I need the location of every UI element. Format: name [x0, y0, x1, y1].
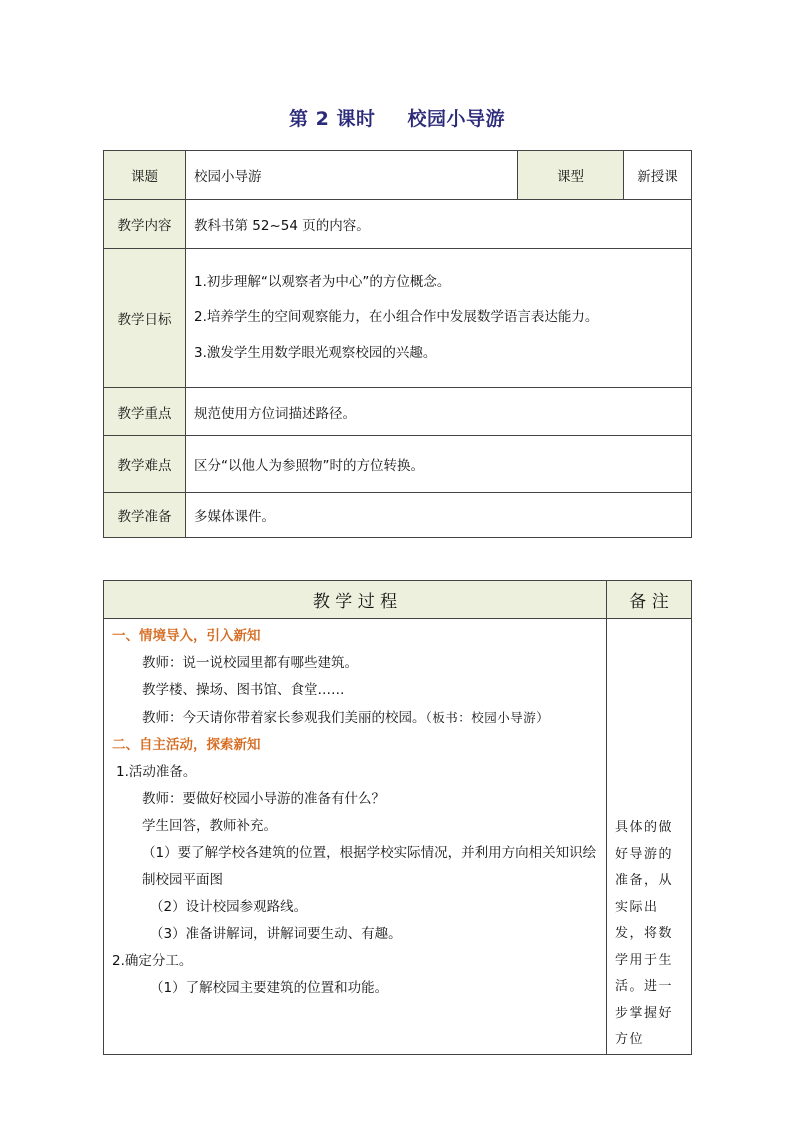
process-body-row: [104, 619, 692, 1055]
key-value: 规范使用方位词描述路径。: [186, 388, 692, 436]
paragraph: （1）要了解学校各建筑的位置，根据学校实际情况，并利用方向相关知识绘制校园平面图: [142, 845, 597, 888]
prep-label: 教学准备: [104, 493, 186, 538]
row-key: [104, 388, 692, 436]
step-heading: 2.确定分工。: [112, 953, 193, 969]
notes-content: 具体的做好导游的准备，从实际出发，将数学用于生活。进一步掌握好方位: [607, 619, 692, 1055]
lesson-info-table: [103, 150, 692, 538]
process-header-row: [104, 581, 692, 619]
topic-label: 课题: [104, 151, 186, 200]
goal-item: 3.激发学生用数学眼光观察校园的兴趣。: [194, 344, 437, 361]
row-goals: [104, 249, 692, 388]
section-heading: 二、自主活动，探索新知: [112, 737, 261, 753]
teaching-process-table: [103, 580, 692, 1055]
lesson-number: 第 2 课时: [289, 108, 376, 130]
row-topic: [104, 151, 692, 200]
type-value: 新授课: [624, 151, 692, 200]
row-content: [104, 200, 692, 249]
lesson-name: 校园小导游: [407, 108, 505, 130]
topic-value: 校园小导游: [186, 151, 518, 200]
difficulty-label: 教学难点: [104, 436, 186, 493]
process-content: [104, 619, 607, 1055]
paragraph: 教师：要做好校园小导游的准备有什么？: [142, 791, 385, 807]
paragraph: 教学楼、操场、图书馆、食堂……: [142, 682, 345, 698]
goal-item: 2.培养学生的空间观察能力，在小组合作中发展数学语言表达能力。: [194, 309, 599, 326]
goals-list: [186, 249, 692, 388]
process-header: 教 学 过 程: [104, 581, 607, 619]
notes-header: 备 注: [607, 581, 692, 619]
section-heading: 一、情境导入，引入新知: [112, 628, 261, 644]
page-title: [0, 104, 794, 131]
paragraph: 学生回答，教师补充。: [142, 818, 277, 834]
paragraph-text: 教师：今天请你带着家长参观我们美丽的校园。: [142, 710, 426, 726]
row-difficulty: [104, 436, 692, 493]
paragraph: （3）准备讲解词，讲解词要生动、有趣。: [150, 926, 402, 942]
paragraph: [112, 704, 600, 732]
paragraph: （1）了解校园主要建筑的位置和功能。: [150, 980, 389, 996]
step-heading: 1.活动准备。: [116, 764, 197, 780]
content-label: 教学内容: [104, 200, 186, 249]
goal-item: 1.初步理解“以观察者为中心”的方位概念。: [194, 273, 451, 290]
difficulty-value: 区分“以他人为参照物”时的方位转换。: [186, 436, 692, 493]
paragraph: （2）设计校园参观路线。: [150, 899, 308, 915]
paragraph: 教师：说一说校园里都有哪些建筑。: [142, 655, 358, 671]
key-label: 教学重点: [104, 388, 186, 436]
type-label: 课型: [518, 151, 624, 200]
blackboard-note: （板书：校园小导游）: [425, 710, 550, 725]
content-value: 教科书第 52~54 页的内容。: [186, 200, 692, 249]
goals-label: 教学日标: [104, 249, 186, 388]
row-prep: [104, 493, 692, 538]
prep-value: 多媒体课件。: [186, 493, 692, 538]
